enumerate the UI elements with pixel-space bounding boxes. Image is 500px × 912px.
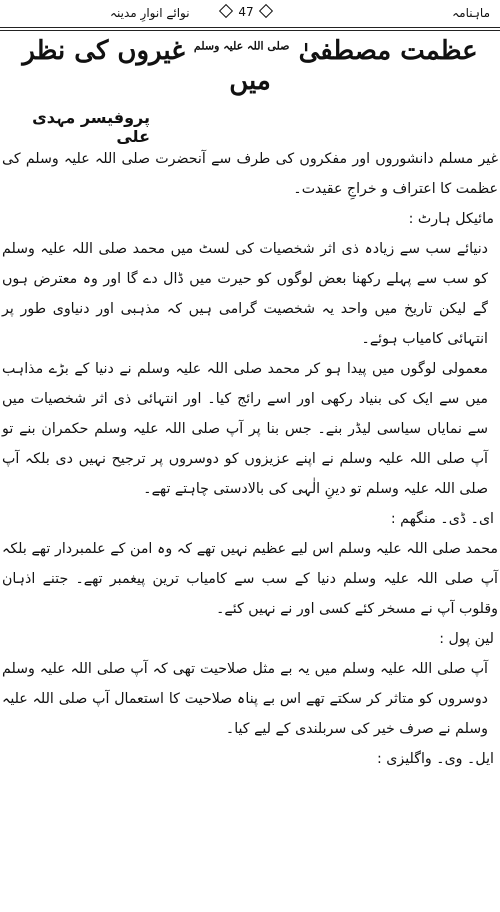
header-rule-top (0, 27, 500, 28)
magazine-label: ماہنامہ (452, 6, 490, 20)
section-name-lane-poole: لین پول : (439, 631, 494, 647)
page-number: 47 (225, 3, 267, 21)
title-salutation: صلی اللہ علیہ وسلم (193, 39, 290, 53)
article-title (0, 36, 500, 96)
page-header (0, 0, 500, 28)
intro-paragraph: غیر مسلم دانشوروں اور مفکروں کی طرف سے آنحضرت صلی اللہ علیہ وسلم کی عظمت کا اعتراف و خراجِ عقیدت۔ (2, 151, 498, 197)
paragraph-lane-poole: آپ صلی اللہ علیہ وسلم میں یہ بے مثل صلاحیت تھی کہ آپ صلی اللہ علیہ وسلم دوسروں کو متاثر کر سکتے تھے اس بے پناہ صلاحیت کا استعمال آپ صلی اللہ علیہ وسلم نے صرف خیر کی سربلندی کے لیے کیا۔ (2, 661, 488, 737)
paragraph-mingham: محمد صلی اللہ علیہ وسلم اس لیے عظیم نہیں تھے کہ وہ امن کے علمبردار تھے بلکہ آپ صلی اللہ علیہ وسلم دنیا کے سب سے کامیاب ترین پیغمبر تھے۔ جتنے اذہان وقلوب آپ نے مسخر کئے کسی اور نے نہیں کئے۔ (2, 541, 498, 617)
section-name-michael-hart: مائیکل ہارٹ : (408, 211, 494, 227)
author-name: پروفیسر مہدی علی (32, 108, 150, 146)
paragraph-michael-hart-1: دنیائے سب سے زیادہ ذی اثر شخصیات کی لسٹ میں محمد صلی اللہ علیہ وسلم کو سب سے پہلے رکھنا بعض لوگوں کو حیرت میں ڈال دے گا اور وہ معترض ہوں گے لیکن تاریخ میں واحد یہ شخصیت گرامی ہیں کہ مذہبی اور دنیاوی طور پر انتہائی کامیاب ہوئے۔ (2, 241, 488, 347)
paragraph-michael-hart-2: معمولی لوگوں میں پیدا ہو کر محمد صلی اللہ علیہ وسلم نے دنیا کے بڑے مذاہب میں سے ایک کی بنیاد رکھی اور اسے رائج کیا۔ اور انتہائی ذی اثر شخصیات میں سے نمایاں سیاسی لیڈر بنے۔ جس بنا پر آپ صلی اللہ علیہ وسلم حکمران بنے تو آپ صلی اللہ علیہ وسلم نے اپنے عزیزوں کو دوسروں پر ترجیح نہیں دی بلکہ آپ صلی اللہ علیہ وسلم تو دینِ الٰہی کی بالادستی چاہتے تھے۔ (2, 361, 488, 497)
section-name-mingham: ای۔ ڈی۔ منگھم : (390, 511, 494, 527)
title-end: غیروں کی نظر میں (22, 36, 271, 96)
section-name-vaglieri: ایل۔ وی۔ واگلیزی : (377, 751, 494, 767)
header-rule-bottom (0, 30, 500, 31)
article-body (2, 144, 498, 774)
title-start: عظمت مصطفیٰ (298, 36, 478, 66)
journal-name: نوائے انوارِ مدینہ (110, 6, 190, 20)
